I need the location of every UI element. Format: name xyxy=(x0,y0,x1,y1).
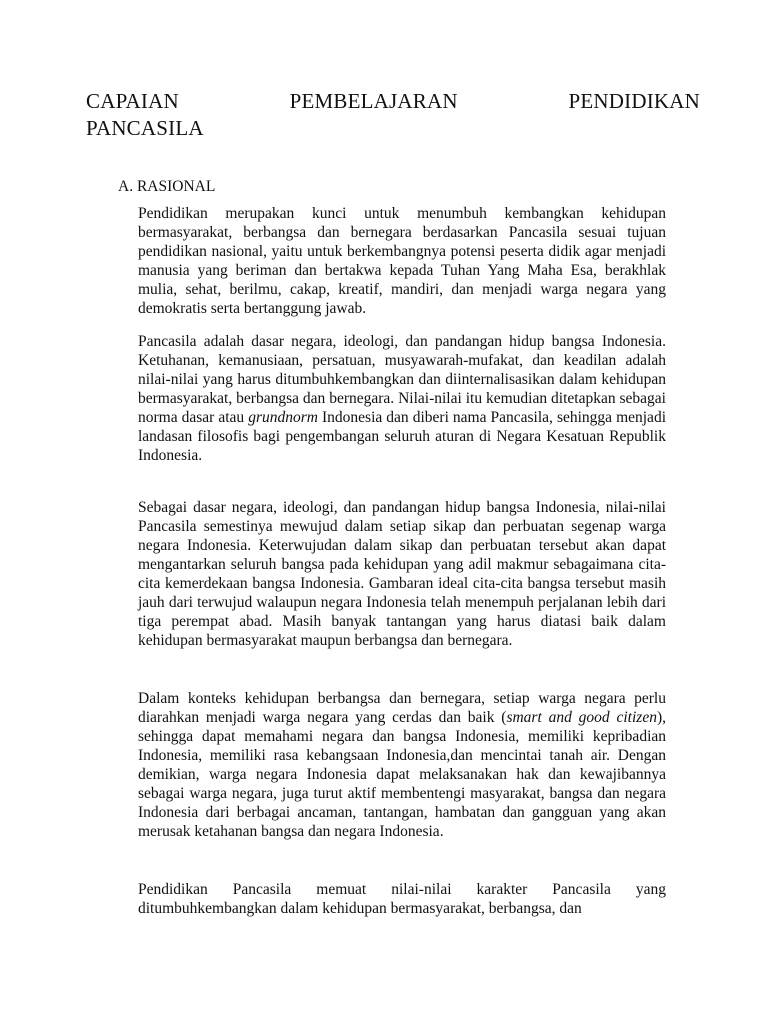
paragraph-2-text-before: Pancasila adalah dasar negara, ideologi, dan pandangan hidup bangsa Indonesia. Ketuhanan, kemanusiaan, persatuan, musyawarah-mufakat, dan keadilan adalah nilai-nilai yang harus ditumbuhkembangkan dan diinternalisasikan dalam kehidupan bermasyarakat, berbangsa dan bernegara. Nilai-nilai itu kemudian ditetapkan sebagai norma dasar atau xyxy=(138,333,666,426)
paragraph-3: Sebagai dasar negara, ideologi, dan pandangan hidup bangsa Indonesia, nilai-nilai Pancasila semestinya mewujud dalam setiap sikap dan perbuatan segenap warga negara Indonesia. Keterwujudan dalam sikap dan perbuatan tersebut akan dapat mengantarkan seluruh bangsa pada kehidupan yang adil makmur sebagaimana cita-cita kemerdekaan bangsa Indonesia. Gambaran ideal cita-cita bangsa tersebut masih jauh dari terwujud walaupun negara Indonesia telah menempuh perjalanan lebih dari tiga perempat abad. Masih banyak tantangan yang harus diatasi baik dalam kehidupan bermasyarakat maupun berbangsa dan bernegara. xyxy=(138,499,666,649)
paragraph-4-text-before: Dalam konteks kehidupan berbangsa dan bernegara, setiap warga negara perlu diarahkan menjadi warga negara yang cerdas dan baik ( xyxy=(138,690,666,726)
paragraph-4-text-after: ), sehingga dapat memahami negara dan bangsa Indonesia, memiliki kepribadian Indonesia, memiliki rasa kebangsaan Indonesia,dan mencintai tanah air. Dengan demikian, warga negara Indonesia dapat melaksanakan hak dan kewajibannya sebagai warga negara, juga turut aktif membentengi masyarakat, bangsa dan negara Indonesia dari berbagai ancaman, tantangan, hambatan dan gangguan yang akan merusak ketahanan bangsa dan negara Indonesia. xyxy=(138,709,666,840)
paragraph-2 xyxy=(138,332,666,465)
paragraph-4 xyxy=(138,689,666,841)
paragraph-4-italic-term: smart and good citizen xyxy=(506,709,657,726)
document-title xyxy=(86,88,700,142)
paragraph-2-italic-term: grundnorm xyxy=(248,409,318,426)
paragraph-5: Pendidikan Pancasila memuat nilai-nilai karakter Pancasila yang ditumbuhkembangkan dalam kehidupan bermasyarakat, berbangsa, dan xyxy=(138,881,666,917)
paragraph-1: Pendidikan merupakan kunci untuk menumbuh kembangkan kehidupan bermasyarakat, berbangsa dan bernegara berdasarkan Pancasila sesuai tujuan pendidikan nasional, yaitu untuk berkembangnya potensi peserta didik agar menjadi manusia yang beriman dan bertakwa kepada Tuhan Yang Maha Esa, berakhlak mulia, sehat, berilmu, cakap, kreatif, mandiri, dan menjadi warga negara yang demokratis serta bertanggung jawab. xyxy=(138,205,666,317)
section-heading-rasional: A. RASIONAL xyxy=(118,178,216,195)
document-title-line-1: CAPAIAN PEMBELAJARAN PENDIDIKAN xyxy=(86,89,700,113)
paragraph-2-text-after: Indonesia dan diberi nama Pancasila, sehingga menjadi landasan filosofis bagi pengembangan seluruh aturan di Negara Kesatuan Republik Indonesia. xyxy=(138,409,666,464)
document-title-line-2: PANCASILA xyxy=(86,116,204,140)
